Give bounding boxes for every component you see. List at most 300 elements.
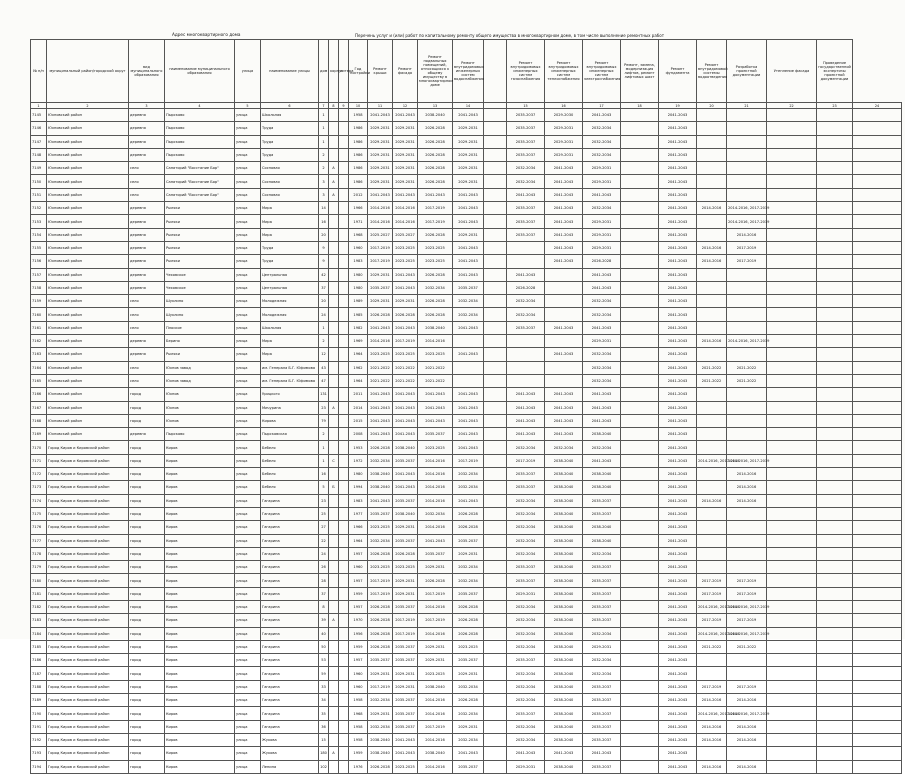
table-cell: 2041-2043 [418, 414, 453, 427]
table-cell: 2041-2043 [368, 188, 393, 201]
table-cell: 2035-2037 [393, 654, 418, 667]
table-cell: 2014-2016 [697, 241, 727, 254]
table-cell: 7180 [31, 574, 47, 587]
table-cell: 2041-2043 [659, 135, 697, 148]
table-cell: A [329, 401, 339, 414]
table-cell: 2035-2037 [507, 148, 545, 161]
table-cell: Город Киров и Кировский район [47, 654, 129, 667]
table-cell [817, 561, 853, 574]
table-cell [767, 747, 817, 760]
table-cell: город [129, 574, 165, 587]
table-cell: улица [235, 600, 261, 613]
table-cell [484, 521, 507, 534]
table-cell: 2029-2031 [368, 295, 393, 308]
table-cell: 2026-2028 [368, 640, 393, 653]
table-cell: 7174 [31, 494, 47, 507]
table-cell: 39 [319, 614, 329, 627]
table-cell: 7177 [31, 534, 47, 547]
table-cell: 1976 [349, 760, 368, 773]
table-cell: 2032-2034 [507, 441, 545, 454]
table-cell [727, 667, 767, 680]
table-cell: улица [235, 401, 261, 414]
table-cell: 2041-2043 [659, 547, 697, 560]
table-row [31, 654, 902, 667]
table-cell: 2038-2040 [545, 733, 583, 746]
table-cell: 2041-2043 [659, 321, 697, 334]
table-cell: 2017-2019 [393, 335, 418, 348]
table-row [31, 720, 902, 733]
table-cell: 2038-2040 [583, 521, 621, 534]
table-cell [329, 733, 339, 746]
table-cell [853, 414, 902, 427]
table-cell [484, 441, 507, 454]
table-cell: 2041-2043 [659, 574, 697, 587]
table-cell [339, 534, 349, 547]
table-cell: 1986 [349, 122, 368, 135]
table-cell [339, 468, 349, 481]
table-cell [339, 255, 349, 268]
table-cell: улица [235, 441, 261, 454]
table-cell: город [129, 733, 165, 746]
table-cell [484, 348, 507, 361]
table-cell: 2029-2031 [393, 135, 418, 148]
table-row [31, 295, 902, 308]
table-cell [767, 600, 817, 613]
table-row [31, 561, 902, 574]
table-cell: Чеховское [165, 281, 235, 294]
table-cell [453, 374, 484, 387]
table-cell: 2017-2019 [727, 614, 767, 627]
table-cell [621, 454, 659, 467]
table-cell: 2038-2040 [583, 534, 621, 547]
table-cell [767, 521, 817, 534]
table-cell: 2023-2025 [393, 561, 418, 574]
table-header [31, 40, 902, 109]
table-cell: 2014-2016 [418, 521, 453, 534]
table-cell: 7192 [31, 733, 47, 746]
table-row [31, 627, 902, 640]
table-cell [621, 255, 659, 268]
table-cell: улица [235, 507, 261, 520]
table-cell [621, 175, 659, 188]
table-cell: 2035-2037 [453, 654, 484, 667]
table-cell: улица [235, 481, 261, 494]
table-cell: 2035-2037 [393, 494, 418, 507]
table-cell: улица [235, 521, 261, 534]
table-cell [329, 135, 339, 148]
table-cell: 2017-2019 [697, 574, 727, 587]
table-cell: 9 [319, 255, 329, 268]
table-cell: 2041-2043 [393, 481, 418, 494]
table-cell: город [129, 614, 165, 627]
table-cell: 2035-2037 [507, 122, 545, 135]
table-cell: 2026-2028 [368, 600, 393, 613]
table-cell: Город Киров и Кировский район [47, 468, 129, 481]
table-cell: 2041-2043 [545, 162, 583, 175]
table-cell: 2032-2034 [453, 680, 484, 693]
table-cell [767, 374, 817, 387]
table-cell [727, 162, 767, 175]
table-cell: 2032-2034 [453, 308, 484, 321]
table-cell [339, 281, 349, 294]
table-cell: Сосновая [261, 162, 319, 175]
address-label: Адрес многоквартирного дома [172, 32, 241, 37]
table-cell [853, 308, 902, 321]
table-cell: 2035-2037 [583, 507, 621, 520]
table-cell [339, 747, 349, 760]
table-cell: 2029-2031 [453, 162, 484, 175]
table-cell [853, 600, 902, 613]
table-cell [621, 587, 659, 600]
table-cell: 2035-2037 [507, 481, 545, 494]
table-cell: 2041-2043 [659, 268, 697, 281]
table-cell: 2038-2040 [545, 600, 583, 613]
table-row [31, 494, 902, 507]
table-cell: 2017-2019 [507, 454, 545, 467]
table-cell [484, 600, 507, 613]
table-cell [727, 122, 767, 135]
table-cell: 2041-2043 [659, 281, 697, 294]
table-cell: 2017-2019 [727, 255, 767, 268]
table-cell: 2029-2031 [453, 720, 484, 733]
table-cell: 2041-2043 [659, 521, 697, 534]
table-cell [817, 321, 853, 334]
table-cell [697, 401, 727, 414]
table-cell: 2035-2037 [393, 640, 418, 653]
table-cell: Киров [165, 481, 235, 494]
table-cell: улица [235, 414, 261, 427]
table-cell [853, 574, 902, 587]
table-cell: 14 [319, 202, 329, 215]
table-cell: Киров [165, 747, 235, 760]
table-cell: 7169 [31, 428, 47, 441]
table-cell [339, 521, 349, 534]
table-cell [329, 148, 339, 161]
table-cell: A [329, 747, 339, 760]
table-cell: город [129, 468, 165, 481]
table-cell [621, 428, 659, 441]
table-cell: улица [235, 388, 261, 401]
table-cell [621, 228, 659, 241]
table-cell: 2014-2016 [418, 627, 453, 640]
table-cell [817, 414, 853, 427]
table-cell: улица [235, 215, 261, 228]
table-cell: 2032-2034 [368, 720, 393, 733]
table-cell [853, 215, 902, 228]
table-cell: 2041-2043 [583, 388, 621, 401]
table-cell: 1957 [349, 600, 368, 613]
table-cell: 7182 [31, 600, 47, 613]
column-number: 9 [339, 103, 349, 109]
table-cell: 2017-2019 [418, 720, 453, 733]
table-cell: 1989 [349, 295, 368, 308]
table-cell: им. Генерала Б.Г. Юфимова [261, 374, 319, 387]
table-cell: Город Киров и Кировский район [47, 747, 129, 760]
table-cell: 2026-2028 [393, 547, 418, 560]
table-cell: A [329, 188, 339, 201]
table-cell [817, 122, 853, 135]
table-cell: деревня [129, 268, 165, 281]
table-cell [767, 268, 817, 281]
table-cell: 2029-2030 [545, 109, 583, 122]
table-cell: 2041-2043 [659, 614, 697, 627]
table-cell: 1968 [349, 707, 368, 720]
table-cell: 2029-2031 [507, 760, 545, 773]
table-cell: 2026-2028 [453, 627, 484, 640]
table-cell [697, 148, 727, 161]
table-cell: 23 [319, 401, 329, 414]
column-header: наименование муниципального образования [165, 40, 235, 103]
table-cell: Трудa [261, 255, 319, 268]
table-cell: 2014-2016, 2017-2019 [727, 600, 767, 613]
table-row [31, 374, 902, 387]
table-cell: Гагарина [261, 507, 319, 520]
table-cell [817, 760, 853, 773]
table-cell: Город Киров и Кировский район [47, 733, 129, 746]
table-cell: 7184 [31, 627, 47, 640]
table-cell: улица [235, 295, 261, 308]
table-row [31, 401, 902, 414]
column-number: 22 [767, 103, 817, 109]
table-cell: Город Киров и Кировский район [47, 720, 129, 733]
table-cell [329, 720, 339, 733]
column-number: 18 [621, 103, 659, 109]
table-cell [853, 388, 902, 401]
table-cell [339, 654, 349, 667]
table-cell [484, 428, 507, 441]
table-cell [817, 202, 853, 215]
table-cell: село [129, 162, 165, 175]
table-cell [329, 667, 339, 680]
table-cell [817, 587, 853, 600]
column-number: 7 [319, 103, 329, 109]
table-cell: Рыляки [165, 202, 235, 215]
table-cell [621, 600, 659, 613]
table-cell: 2041-2043 [507, 388, 545, 401]
table-cell: 2038-2040 [545, 720, 583, 733]
table-cell [621, 667, 659, 680]
table-cell: 2038-2040 [368, 481, 393, 494]
table-cell: 2035-2037 [507, 109, 545, 122]
table-cell [767, 640, 817, 653]
table-cell: 8 [319, 600, 329, 613]
table-cell [853, 747, 902, 760]
table-cell [484, 561, 507, 574]
table-cell: 2041-2043 [659, 361, 697, 374]
table-cell: 47 [319, 374, 329, 387]
table-cell [767, 720, 817, 733]
table-cell [853, 135, 902, 148]
table-cell: 2014-2016, 2017-2019 [727, 335, 767, 348]
table-cell [621, 733, 659, 746]
table-cell [817, 454, 853, 467]
table-cell: Киров [165, 614, 235, 627]
table-cell: 1 [319, 441, 329, 454]
table-cell [817, 401, 853, 414]
table-cell: 2041-2043 [368, 494, 393, 507]
column-number: 4 [165, 103, 235, 109]
table-cell: 2038-2040 [545, 640, 583, 653]
table-cell: 2035-2037 [393, 600, 418, 613]
table-cell: 7170 [31, 441, 47, 454]
table-cell: 2014-2016 [368, 202, 393, 215]
table-cell [507, 348, 545, 361]
table-cell: 2041-2043 [659, 587, 697, 600]
table-cell: 2032-2034 [583, 135, 621, 148]
table-cell: 2014-2016 [418, 454, 453, 467]
table-cell: 2041-2043 [453, 414, 484, 427]
table-cell: улица [235, 547, 261, 560]
table-cell: 2038-2040 [545, 694, 583, 707]
table-cell: 2029-2031 [545, 135, 583, 148]
table-cell [621, 521, 659, 534]
table-cell [727, 268, 767, 281]
table-cell: 2041-2043 [659, 441, 697, 454]
table-cell: 2025-2027 [368, 228, 393, 241]
table-cell: 2014-2016 [697, 720, 727, 733]
table-cell [767, 348, 817, 361]
table-cell [697, 747, 727, 760]
table-cell: 1964 [349, 348, 368, 361]
table-cell: 2032-2034 [583, 547, 621, 560]
table-cell: город [129, 760, 165, 773]
table-cell [329, 534, 339, 547]
table-cell: Гагарина [261, 521, 319, 534]
table-cell [621, 441, 659, 454]
table-cell: Киров [165, 534, 235, 547]
table-cell: 2041-2043 [659, 335, 697, 348]
table-cell: 2035-2037 [583, 694, 621, 707]
table-cell [697, 109, 727, 122]
table-row [31, 162, 902, 175]
table-cell [621, 335, 659, 348]
table-cell [727, 654, 767, 667]
table-cell [484, 547, 507, 560]
table-cell: 2017-2019 [368, 680, 393, 693]
table-cell: 2041-2043 [453, 109, 484, 122]
table-cell: деревня [129, 148, 165, 161]
table-cell: Гагарина [261, 640, 319, 653]
table-cell [329, 640, 339, 653]
table-cell: 2041-2043 [507, 188, 545, 201]
table-cell: 2032-2034 [583, 122, 621, 135]
table-cell [727, 747, 767, 760]
table-cell: 2014-2016 [727, 228, 767, 241]
table-cell [339, 401, 349, 414]
repair-schedule-table [30, 39, 902, 774]
table-cell: 7162 [31, 335, 47, 348]
table-cell: 2041-2043 [418, 401, 453, 414]
table-cell [484, 241, 507, 254]
table-cell [329, 308, 339, 321]
table-cell: 2026-2028 [368, 760, 393, 773]
table-cell: 2032-2034 [583, 374, 621, 387]
table-cell [727, 308, 767, 321]
table-cell: 2023-2025 [393, 255, 418, 268]
table-cell: улица [235, 321, 261, 334]
table-cell: 2041-2043 [659, 747, 697, 760]
table-cell: 7191 [31, 720, 47, 733]
table-cell: 2041-2043 [453, 255, 484, 268]
table-cell: 2014-2016 [418, 494, 453, 507]
table-cell [853, 561, 902, 574]
table-cell: 2029-2031 [368, 122, 393, 135]
table-cell: 2041-2043 [583, 747, 621, 760]
table-cell [817, 507, 853, 520]
table-cell [484, 268, 507, 281]
table-cell: 2041-2043 [507, 428, 545, 441]
table-cell: 2017-2019 [418, 587, 453, 600]
table-cell: Город Киров и Кировский район [47, 680, 129, 693]
table-cell: город [129, 481, 165, 494]
table-cell [339, 175, 349, 188]
table-cell [817, 255, 853, 268]
table-cell: Город Киров и Кировский район [47, 600, 129, 613]
table-cell: Киров [165, 600, 235, 613]
table-cell: деревня [129, 241, 165, 254]
table-cell [697, 348, 727, 361]
table-cell: 2023-2025 [418, 241, 453, 254]
table-cell [484, 401, 507, 414]
table-cell [621, 401, 659, 414]
table-cell: 7185 [31, 640, 47, 653]
table-cell [727, 507, 767, 520]
table-cell: 2014-2016 [727, 760, 767, 773]
table-cell: 1969 [349, 335, 368, 348]
table-cell [339, 321, 349, 334]
table-cell: Город Киров и Кировский район [47, 627, 129, 640]
table-cell [817, 574, 853, 587]
table-cell: 2035-2037 [453, 760, 484, 773]
table-cell: 2023-2025 [393, 760, 418, 773]
column-header: наименование улицы [261, 40, 319, 103]
table-cell: 2026-2028 [418, 228, 453, 241]
table-cell: Гагарина [261, 587, 319, 600]
table-cell: 2038-2040 [545, 574, 583, 587]
table-row [31, 507, 902, 520]
table-cell: Центральная [261, 281, 319, 294]
table-cell: 2038-2040 [545, 521, 583, 534]
table-cell: 2025-2027 [393, 228, 418, 241]
table-cell: Город Киров и Кировский район [47, 441, 129, 454]
table-cell: 2038-2040 [418, 747, 453, 760]
table-cell: 2032-2034 [368, 454, 393, 467]
table-cell [507, 361, 545, 374]
table-cell: 2032-2034 [507, 680, 545, 693]
table-cell: 2035-2037 [507, 707, 545, 720]
table-cell [767, 241, 817, 254]
table-cell: 2021-2022 [393, 374, 418, 387]
table-cell [329, 215, 339, 228]
table-cell [339, 348, 349, 361]
table-cell [727, 388, 767, 401]
table-cell [484, 361, 507, 374]
table-cell [484, 388, 507, 401]
table-cell: 2029-2031 [393, 175, 418, 188]
table-cell: Город Киров и Кировский район [47, 547, 129, 560]
table-cell: 7155 [31, 241, 47, 254]
table-cell: 7173 [31, 481, 47, 494]
table-cell: 2014-2016 [418, 760, 453, 773]
table-cell [817, 614, 853, 627]
table-cell: улица [235, 494, 261, 507]
table-cell: 16 [319, 468, 329, 481]
table-cell: 2014-2016, 2017-2019 [727, 627, 767, 640]
column-number: 10 [349, 103, 368, 109]
table-cell: 2029-2031 [368, 268, 393, 281]
table-cell: Пырсковская [261, 428, 319, 441]
table-cell: 2041-2043 [393, 281, 418, 294]
